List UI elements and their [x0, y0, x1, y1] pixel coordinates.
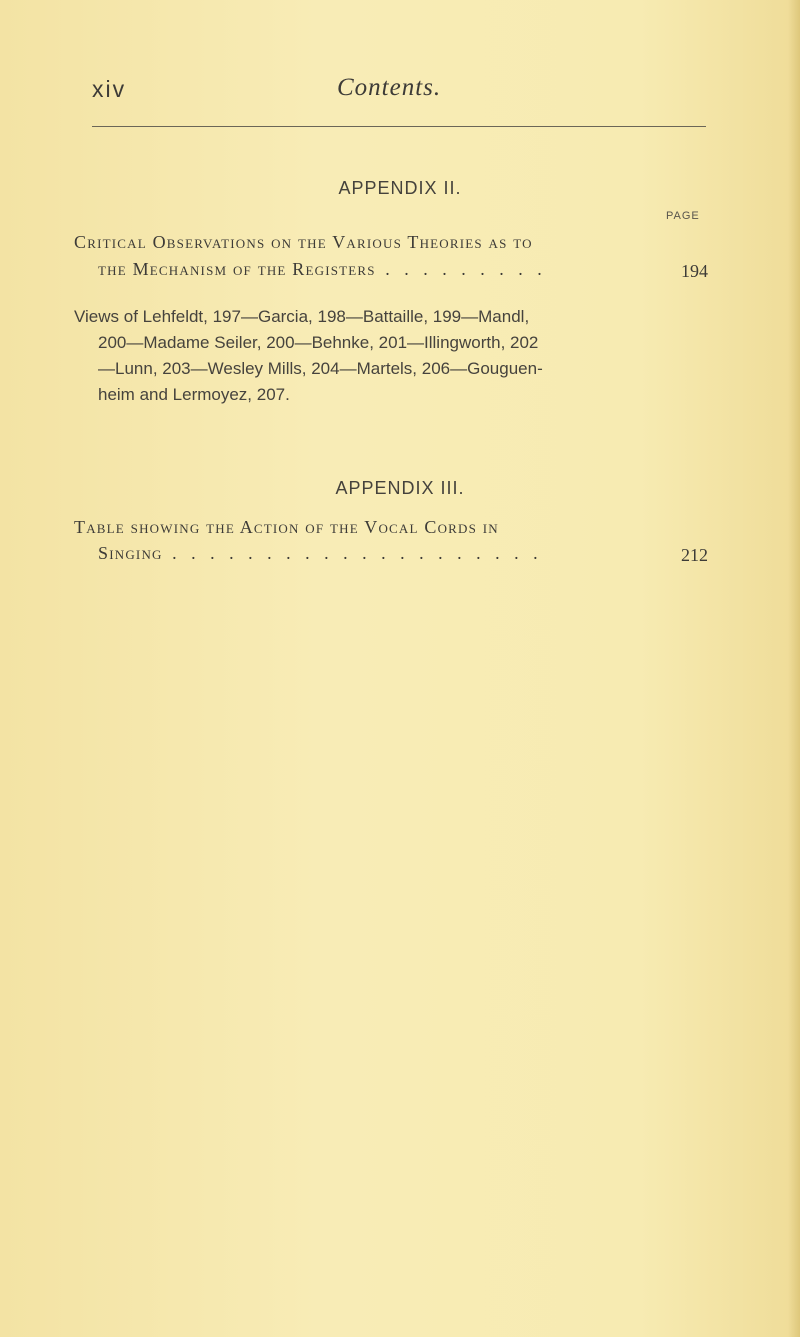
appendix-3-entry-line-1: Table showing the Action of the Vocal Cords in [74, 517, 499, 537]
page-edge-shadow [788, 0, 800, 1337]
dot-leader: . . . . . . . . . [375, 259, 547, 279]
appendix-3-entry-text: Singing [98, 543, 163, 563]
header-rule [92, 126, 706, 127]
summary-line-3: —Lunn, 203—Wesley Mills, 204—Martels, 206—Gouguen- [98, 359, 543, 378]
summary-line-4: heim and Lermoyez, 207. [98, 385, 290, 404]
summary-line-1: Views of Lehfeldt, 197—Garcia, 198—Battaille, 199—Mandl, [74, 307, 530, 326]
page-number: xiv [92, 76, 127, 102]
appendix-2-entry-line-2 [98, 259, 547, 280]
appendix-3-page-ref: 212 [681, 545, 708, 565]
page-column-label: PAGE [666, 210, 700, 222]
appendix-2-entry-text: the Mechanism of the Registers [98, 259, 376, 279]
appendix-3-entry-line-2 [98, 543, 543, 564]
dot-leader: . . . . . . . . . . . . . . . . . . . . [162, 543, 543, 563]
running-title: Contents. [337, 74, 442, 101]
summary-line-2: 200—Madame Seiler, 200—Behnke, 201—Illingworth, 202 [98, 333, 539, 352]
page-header [92, 76, 706, 116]
appendix-2-entry-line-1: Critical Observations on the Various Theories as to [74, 232, 533, 252]
appendix-3-heading: APPENDIX III. [335, 478, 465, 498]
appendix-2-page-ref: 194 [681, 261, 708, 281]
appendix-2-heading: APPENDIX II. [338, 178, 462, 198]
